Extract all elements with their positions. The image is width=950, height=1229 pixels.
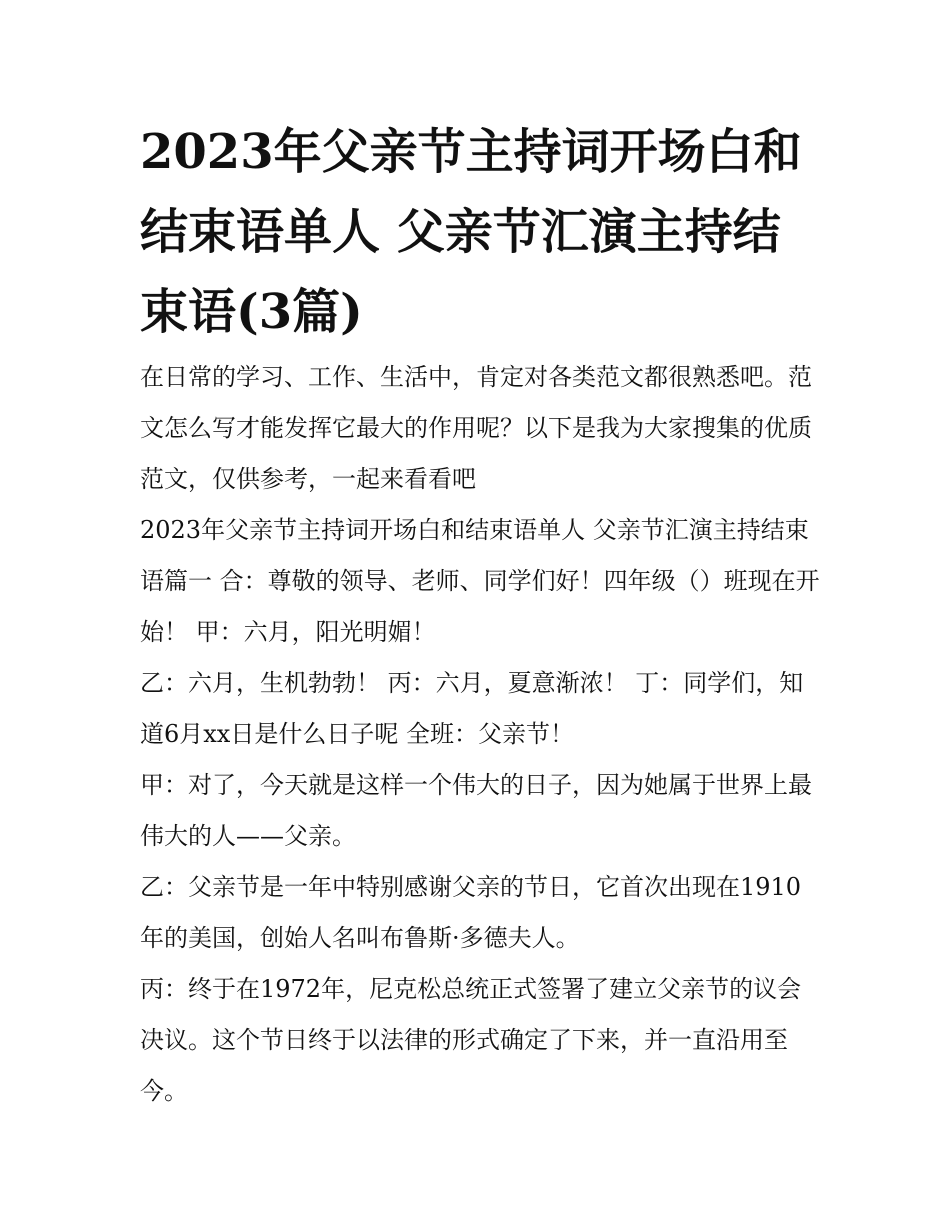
paragraph-dialogue-4: 丙：终于在1972年，尼克松总统正式签署了建立父亲节的议会决议。这个节日终于以法律的形式确定了下来，并一直沿用至今。 (140, 975, 802, 1105)
paragraph-dialogue-3: 乙：父亲节是一年中特别感谢父亲的节日，它首次出现在1910年的美国，创始人名叫布鲁斯·多德夫人。 (140, 873, 802, 952)
paragraph-dialogue-2: 甲：对了，今天就是这样一个伟大的日子，因为她属于世界上最伟大的人——父亲。 (140, 771, 812, 850)
document-title: 2023年父亲节主持词开场白和结束语单人 父亲节汇演主持结束语(3篇) (140, 124, 802, 340)
document-body (140, 352, 820, 1117)
paragraph-intro: 在日常的学习、工作、生活中，肯定对各类范文都很熟悉吧。范文怎么写才能发挥它最大的作用呢？以下是我为大家搜集的优质范文，仅供参考，一起来看看吧 (140, 363, 812, 493)
paragraph-dialogue-1: 乙：六月，生机勃勃！ 丙：六月，夏意渐浓！ 丁：同学们，知道6月xx日是什么日子呢 全班：父亲节！ (140, 669, 804, 748)
paragraph-opening: 2023年父亲节主持词开场白和结束语单人 父亲节汇演主持结束语篇一 合：尊敬的领导、老师、同学们好！四年级（）班现在开始！ 甲：六月，阳光明媚！ (140, 516, 820, 646)
